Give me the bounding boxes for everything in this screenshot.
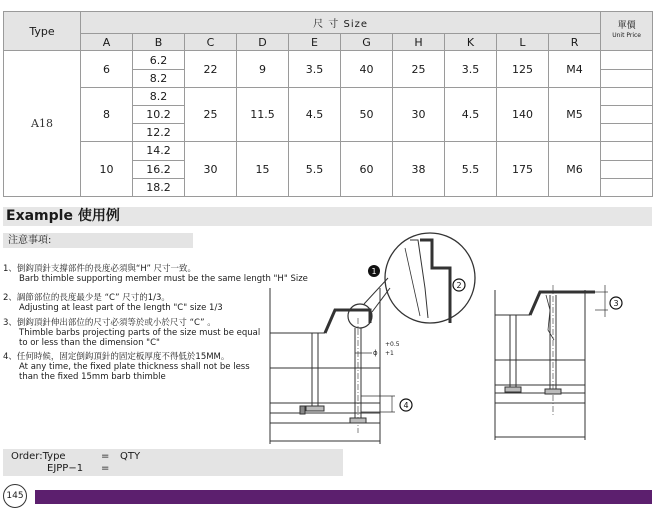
cell-a: 8 [81, 87, 133, 142]
cell-k: 3.5 [445, 51, 497, 87]
col-header-a: A [81, 34, 133, 51]
col-header-k: K [445, 34, 497, 51]
unit-price-header [601, 12, 653, 51]
cell-r: M5 [549, 87, 601, 142]
note-3-en: Thimble barbs projecting parts of the size must be equal to or less than the dimension "C" [19, 328, 261, 348]
cell-b: 8.2 [133, 87, 185, 105]
page-number: 145 [3, 484, 27, 508]
note-3 [3, 318, 263, 348]
type-value: A18 [4, 51, 81, 197]
col-header-e: E [289, 34, 341, 51]
mold-diagram-left [260, 228, 480, 444]
order-type-label: Order:Type [11, 451, 66, 462]
note-3-zh: 3、倒鈎頂針伸出部位的尺寸必須等於或小於尺寸 “C” 。 [3, 318, 216, 328]
cell-r: M4 [549, 51, 601, 87]
price-cell [601, 69, 653, 87]
price-cell [601, 160, 653, 178]
note-1-zh: 1、倒鈎頂針支撐部件的長度必須與“H” 尺寸一致。 [3, 264, 197, 274]
price-cell [601, 142, 653, 160]
cell-a: 6 [81, 51, 133, 87]
unit-price-en: Unit Price [612, 32, 641, 40]
unit-price-zh: 單價 [617, 21, 636, 32]
price-cell [601, 51, 653, 69]
cell-k: 5.5 [445, 142, 497, 197]
cell-b: 6.2 [133, 51, 185, 69]
cell-g: 50 [341, 87, 393, 142]
notes-title: 注意事項: [3, 233, 193, 248]
price-cell [601, 178, 653, 196]
col-header-h: H [393, 34, 445, 51]
cell-c: 30 [185, 142, 237, 197]
note-4-en: At any time, the fixed plate thickness shall not be less than the fixed 15mm barb thimble [19, 362, 250, 382]
order-code: EJPP−1 [47, 463, 84, 474]
spec-table [3, 11, 653, 197]
cell-d: 9 [237, 51, 289, 87]
size-header: 尺 寸 Size [81, 12, 601, 34]
cell-e: 5.5 [289, 142, 341, 197]
footer-accent-bar [35, 490, 652, 504]
cell-l: 125 [497, 51, 549, 87]
price-cell [601, 124, 653, 142]
svg-text:3: 3 [613, 299, 619, 308]
price-cell [601, 87, 653, 105]
note-2-en: Adjusting at least part of the length "C" size 1/3 [19, 303, 223, 313]
tolerance-upper: +0.5 [385, 341, 400, 348]
cell-e: 3.5 [289, 51, 341, 87]
svg-text:2: 2 [456, 281, 462, 290]
tolerance-lower: +1 [385, 350, 394, 357]
cell-b: 16.2 [133, 160, 185, 178]
cell-c: 25 [185, 87, 237, 142]
col-header-l: L [497, 34, 549, 51]
cell-h: 25 [393, 51, 445, 87]
marker-1 [368, 265, 380, 277]
col-header-d: D [237, 34, 289, 51]
cell-b: 18.2 [133, 178, 185, 196]
cell-l: 140 [497, 87, 549, 142]
price-cell [601, 105, 653, 123]
note-4-zh: 4、任何時候，固定倒鈎頂針的固定板厚度不得低於15MM。 [3, 352, 230, 362]
order-eq-1: = [101, 451, 110, 462]
note-2-zh: 2、調節部位的長度最少是 “C” 尺寸的1/3。 [3, 293, 170, 303]
cell-e: 4.5 [289, 87, 341, 142]
cell-c: 22 [185, 51, 237, 87]
col-header-c: C [185, 34, 237, 51]
cell-a: 10 [81, 142, 133, 197]
mold-diagram-right [490, 275, 630, 440]
col-header-b: B [133, 34, 185, 51]
svg-text:1: 1 [371, 267, 377, 276]
cell-l: 175 [497, 142, 549, 197]
cell-r: M6 [549, 142, 601, 197]
marker-3 [610, 297, 622, 309]
order-qty: QTY [120, 451, 141, 462]
diameter-symbol: ϕ [373, 349, 378, 357]
cell-b: 10.2 [133, 105, 185, 123]
marker-4 [400, 399, 412, 411]
cell-d: 15 [237, 142, 289, 197]
type-header: Type [4, 12, 81, 51]
svg-text:4: 4 [403, 401, 409, 410]
cell-b: 8.2 [133, 69, 185, 87]
example-header: Example 使用例 [3, 207, 652, 226]
cell-d: 11.5 [237, 87, 289, 142]
marker-2 [453, 279, 465, 291]
col-header-g: G [341, 34, 393, 51]
col-header-r: R [549, 34, 601, 51]
order-box [3, 449, 343, 476]
cell-h: 38 [393, 142, 445, 197]
cell-b: 12.2 [133, 124, 185, 142]
cell-b: 14.2 [133, 142, 185, 160]
note-4 [3, 352, 268, 382]
cell-k: 4.5 [445, 87, 497, 142]
note-1-en: Barb thimble supporting member must be the same length "H" Size [19, 274, 308, 284]
cell-g: 60 [341, 142, 393, 197]
cell-g: 40 [341, 51, 393, 87]
order-eq-2: = [101, 463, 110, 474]
cell-h: 30 [393, 87, 445, 142]
